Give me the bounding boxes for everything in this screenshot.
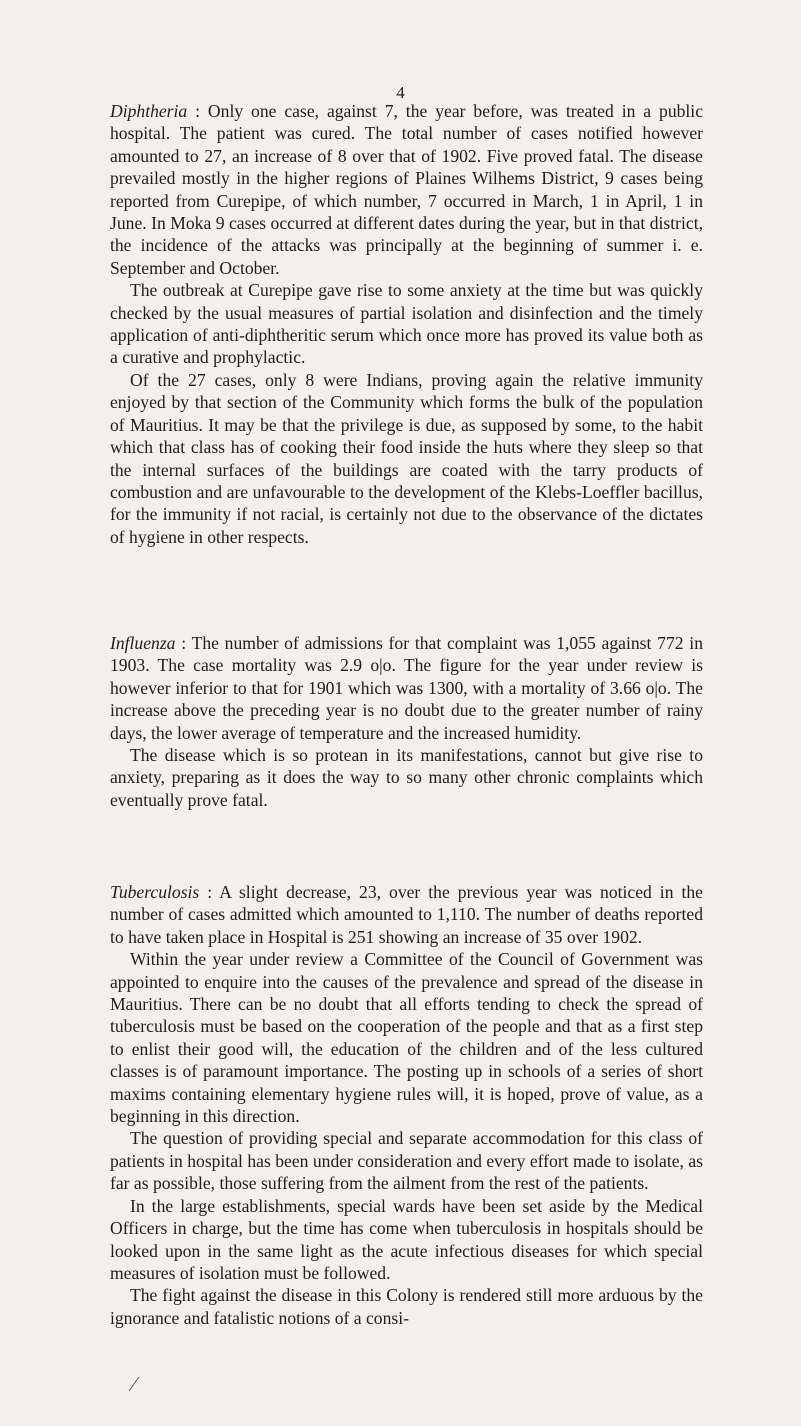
stray-pen-mark (127, 1376, 141, 1392)
tuberculosis-paragraph-3: The question of providing special and separate accommodation for this class of patients in hospital has been under consideration and every effort made to isolate, as far as possible, those suffering from the ailment from the rest of the patients. (110, 1128, 703, 1194)
page-number: 4 (396, 83, 405, 102)
diphtheria-paragraph-1 (110, 100, 703, 279)
tuberculosis-paragraph-5: The fight against the disease in this Colony is rendered still more arduous by the ignorance and fatalistic notions of a consi- (110, 1285, 703, 1328)
diphtheria-paragraph-3: Of the 27 cases, only 8 were Indians, proving again the relative immunity enjoyed by that section of the Community which forms the bulk of the population of Mauritius. It may be that the privilege is due, as supposed by some, to the habit which that class has of cooking their food inside the huts where they sleep so that the internal surfaces of the buildings are coated with the tarry products of combustion and are unfavourable to the development of the Klebs-Loeffler bacillus, for the immunity if not racial, is certainly not due to the observance of the dictates of hygiene in other respects. (110, 369, 703, 547)
diphtheria-heading: Diphtheria (110, 101, 188, 121)
influenza-paragraph-1 (110, 632, 703, 744)
tuberculosis-heading: Tuberculosis (110, 882, 200, 902)
influenza-section (110, 632, 703, 811)
influenza-paragraph-1-text: : The number of admissions for that complaint was 1,055 against 772 in 1903. The case mortality was 2.9 o|o. The figure for the year under review is however inferior to that for 1901 which was 1300, with a mortality of 3.66 o|o. The increase above the preceding year is no doubt due to the greater number of rainy days, the lower average of temperature and the increased humidity. (110, 633, 703, 743)
influenza-paragraph-2: The disease which is so protean in its manifestations, cannot but give rise to anxiety, preparing as it does the way to so many other chronic complaints which eventually prove fatal. (110, 745, 703, 810)
diphtheria-section (110, 100, 703, 548)
diphtheria-paragraph-2: The outbreak at Curepipe gave rise to some anxiety at the time but was quickly checked by the usual measures of partial isolation and disinfection and the timely application of anti-diphtheritic serum which once more has proved its value both as a curative and prophylactic. (110, 280, 703, 368)
tuberculosis-paragraph-4: In the large establishments, special wards have been set aside by the Medical Officers in charge, but the time has come when tuberculosis in hospitals should be looked upon in the same light as the acute infectious diseases for which special measures of isolation must be followed. (110, 1195, 703, 1283)
tuberculosis-section (110, 881, 703, 1329)
tuberculosis-paragraph-1-text: : A slight decrease, 23, over the previous year was noticed in the number of cases admitted which amounted to 1,110. The number of deaths reported to have taken place in Hospital is 251 showing an increase of 35 over 1902. (110, 882, 703, 947)
tuberculosis-paragraph-1 (110, 881, 703, 948)
influenza-heading: Influenza (110, 633, 176, 653)
diphtheria-paragraph-1-text: : Only one case, against 7, the year before, was treated in a public hospital. The patient was cured. The total number of cases notified however amounted to 27, an increase of 8 over that of 1902. Five proved fatal. The disease prevailed mostly in the higher regions of Plaines Wilhems District, 9 cases being reported from Curepipe, of which number, 7 occurred in March, 1 in April, 1 in June. In Moka 9 cases occurred at different dates during the year, but in that district, the incidence of the attacks was principally at the beginning of summer i. e. September and October. (110, 101, 703, 278)
tuberculosis-paragraph-2: Within the year under review a Committee of the Council of Government was appointed to enquire into the causes of the prevalence and spread of the disease in Mauritius. There can be no doubt that all efforts tending to check the spread of tuberculosis must be based on the cooperation of the people and that as a first step to enlist their good will, the education of the children and of the less cultured classes is of paramount importance. The posting up in schools of a series of short maxims containing elementary hygiene rules will, it is hoped, prove of value, as a beginning in this direction. (110, 949, 703, 1127)
